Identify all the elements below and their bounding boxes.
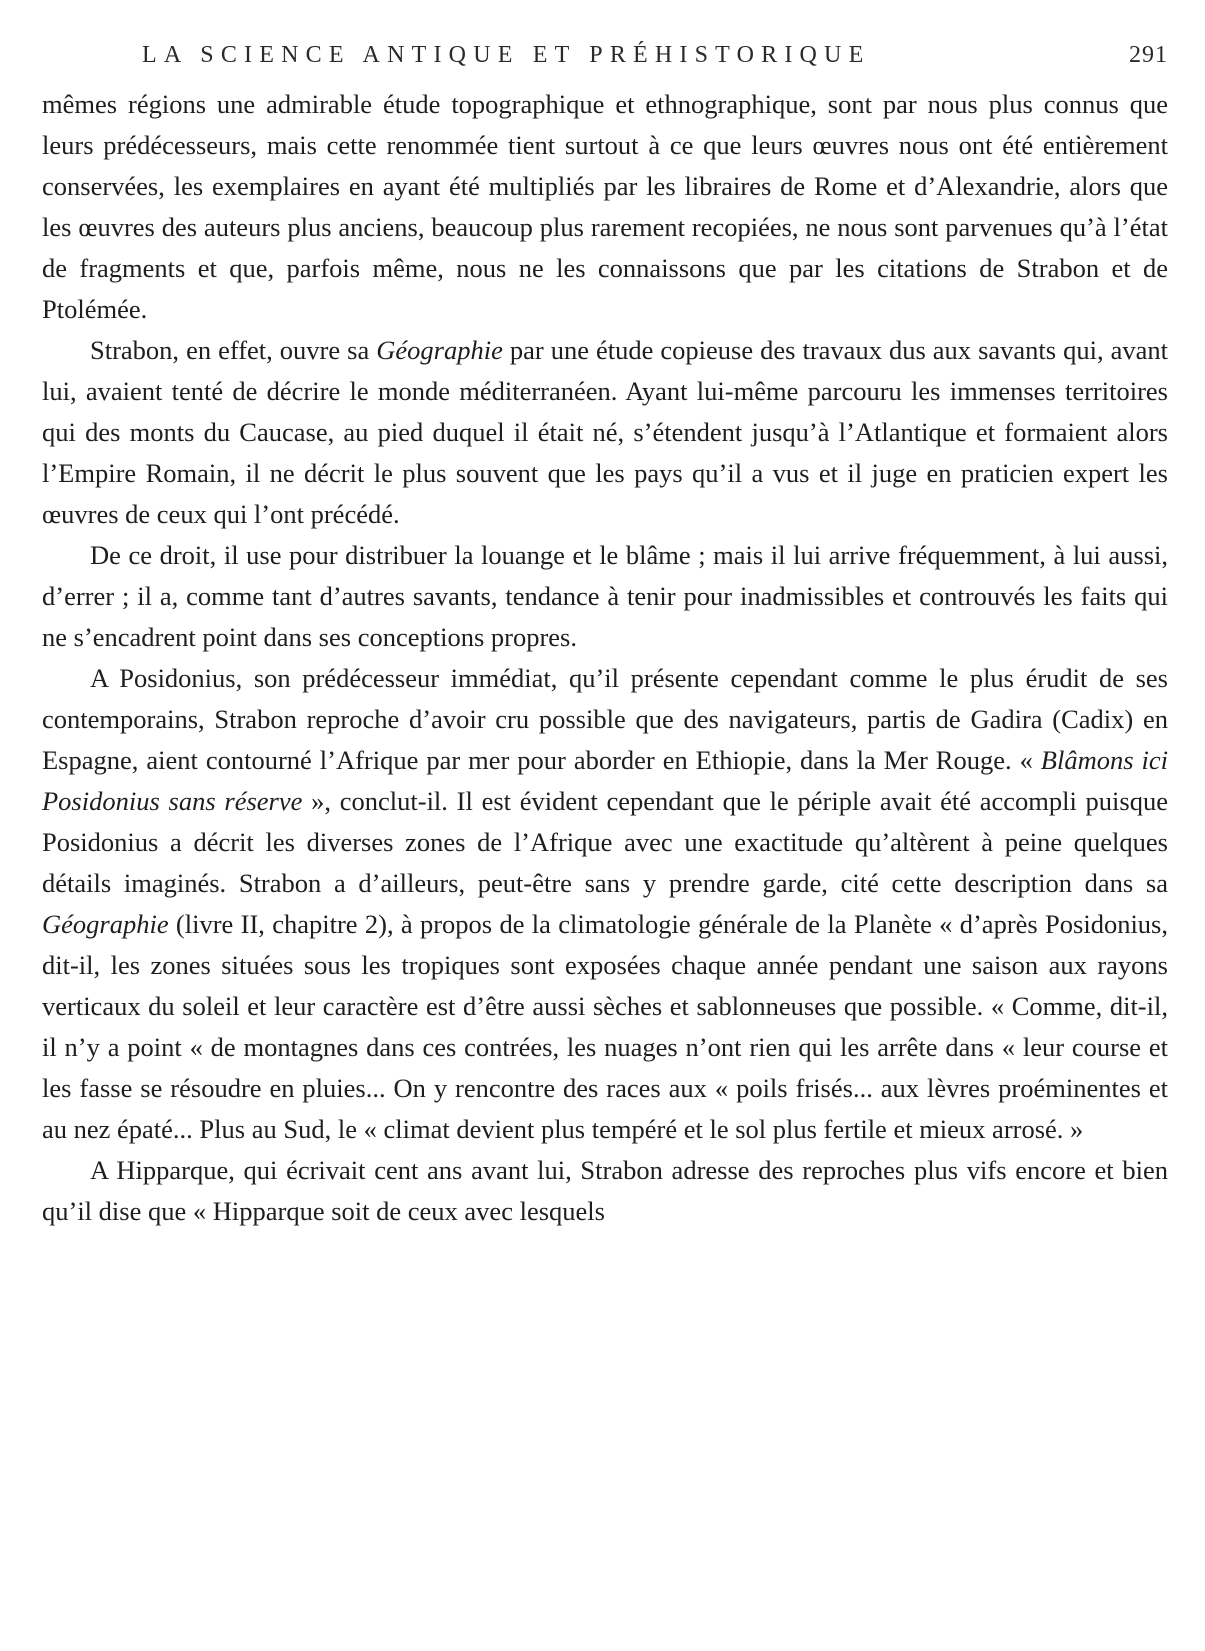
italic-title: Géographie	[376, 335, 503, 365]
text-segment: A Posidonius, son prédécesseur immédiat, qu’il présente cependant comme le plus érudit de ses contemporains, Strabon reproche d’avoir cru possible que des navigateurs, partis de Gadira (Cadix) en Espagne, aient contourné l’Afrique par mer pour aborder en Ethiopie, dans la Mer Rouge. «	[42, 663, 1168, 775]
page-number: 291	[1129, 42, 1168, 68]
running-head	[42, 40, 1168, 80]
text-segment: Strabon, en effet, ouvre sa	[90, 335, 377, 365]
text-segment: A Hipparque, qui écrivait cent ans avant lui, Strabon adresse des reproches plus vifs encore et bien qu’il dise que « Hipparque soit de ceux avec lesquels	[42, 1155, 1168, 1226]
paragraph-3	[42, 535, 1168, 658]
text-segment: mêmes régions une admirable étude topographique et ethnographique, sont par nous plus connus que leurs prédécesseurs, mais cette renommée tient surtout à ce que leurs œuvres nous ont été entièrement conservées, les exemplaires en ayant été multipliés par les libraires de Rome et d’Alexandrie, alors que les œuvres des auteurs plus anciens, beaucoup plus rarement recopiées, ne nous sont parvenues qu’à l’état de fragments et que, parfois même, nous ne les connaissons que par les citations de Strabon et de Ptolémée.	[42, 89, 1168, 324]
running-title: LA SCIENCE ANTIQUE ET PRÉHISTORIQUE	[142, 42, 871, 68]
italic-quote: Blâmons ici Posidonius sans réserve	[42, 745, 1168, 816]
text-segment: De ce droit, il use pour distribuer la louange et le blâme ; mais il lui arrive fréquemment, à lui aussi, d’errer ; il a, comme tant d’autres savants, tendance à tenir pour inadmissibles et controuvés les faits qui ne s’encadrent point dans ses conceptions propres.	[42, 540, 1168, 652]
italic-title: Géographie	[42, 909, 169, 939]
book-page	[42, 40, 1168, 1232]
text-segment: par une étude copieuse des travaux dus aux savants qui, avant lui, avaient tenté de décrire le monde méditerranéen. Ayant lui-même parcouru les immenses territoires qui des monts du Caucase, au pied duquel il était né, s’étendent jusqu’à l’Atlantique et formaient alors l’Empire Romain, il ne décrit le plus souvent que les pays qu’il a vus et il juge en praticien expert les œuvres de ceux qui l’ont précédé.	[42, 335, 1168, 529]
paragraph-1	[42, 84, 1168, 330]
text-segment: », conclut-il. Il est évident cependant que le périple avait été accompli puisque Posidonius a décrit les diverses zones de l’Afrique avec une exactitude qu’altèrent à peine quelques détails imaginés. Strabon a d’ailleurs, peut-être sans y prendre garde, cité cette description dans sa	[42, 786, 1168, 898]
paragraph-2	[42, 330, 1168, 535]
paragraph-4	[42, 658, 1168, 1150]
body-text	[42, 84, 1168, 1232]
paragraph-5	[42, 1150, 1168, 1232]
text-segment: (livre II, chapitre 2), à propos de la climatologie générale de la Planète « d’après Posidonius, dit-il, les zones situées sous les tropiques sont exposées chaque année pendant une saison aux rayons verticaux du soleil et leur caractère est d’être aussi sèches et sablonneuses que possible. « Comme, dit-il, il n’y a point « de montagnes dans ces contrées, les nuages n’ont rien qui les arrête dans « leur course et les fasse se résoudre en pluies... On y rencontre des races aux « poils frisés... aux lèvres proéminentes et au nez épaté... Plus au Sud, le « climat devient plus tempéré et le sol plus fertile et mieux arrosé. »	[42, 909, 1168, 1144]
